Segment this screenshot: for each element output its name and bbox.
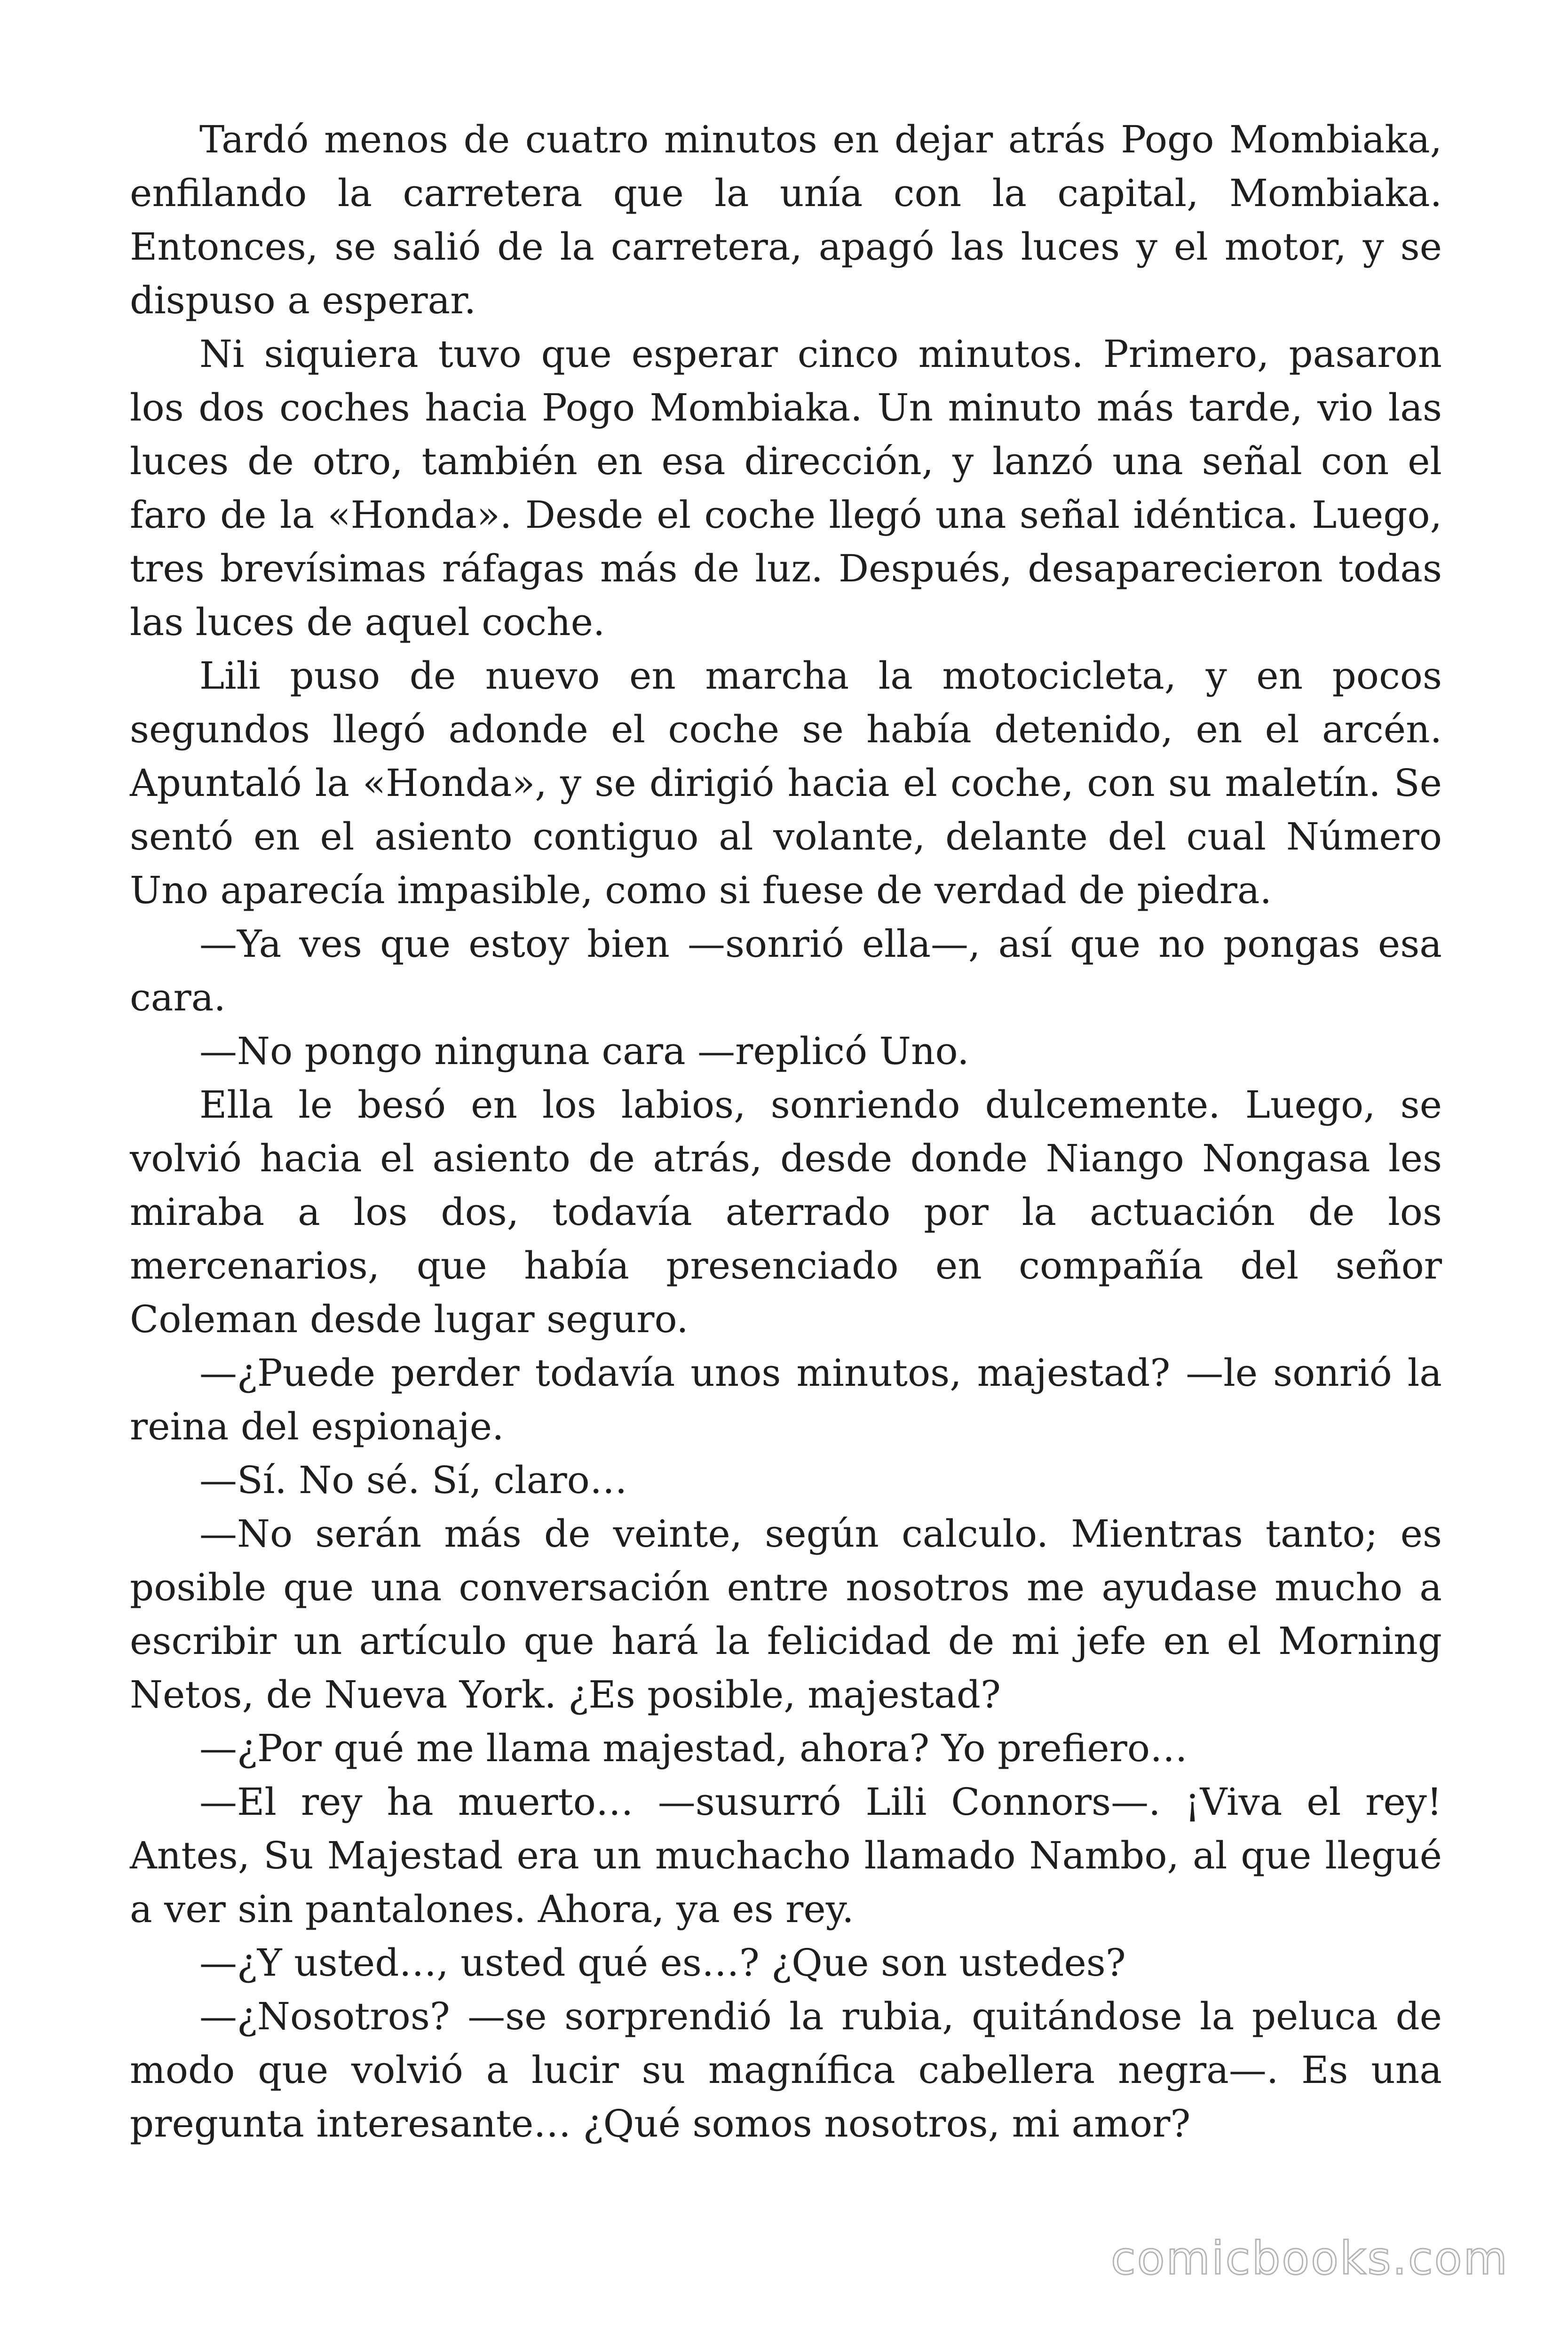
paragraph: —¿Puede perder todavía unos minutos, majestad? —le sonrió la reina del espionaje. <box>130 1351 1442 1448</box>
paragraph: Lili puso de nuevo en marcha la motocicleta, y en pocos segundos llegó adonde el coche se había detenido, en el arcén. Apuntaló la «Honda», y se dirigió hacia el coche, con su maletín. Se sentó en el asiento contiguo al volante, delante del cual Número Uno aparecía impasible, como si fuese de verdad de piedra. <box>130 654 1442 912</box>
watermark: comicbooks.com <box>1110 2232 1509 2285</box>
paragraph: —¿Por qué me llama majestad, ahora? Yo prefiero… <box>199 1726 1188 1770</box>
paragraph: —El rey ha muerto… —susurró Lili Connors—. ¡Viva el rey! Antes, Su Majestad era un muchacho llamado Nambo, al que llegué a ver sin pantalones. Ahora, ya es rey. <box>130 1780 1442 1931</box>
paragraph: Tardó menos de cuatro minutos en dejar atrás Pogo Mombiaka, enfilando la carretera que la unía con la capital, Mombiaka. Entonces, se salió de la carretera, apagó las luces y el motor, y se dispuso a esperar. <box>130 118 1442 322</box>
paragraph: —No serán más de veinte, según calculo. Mientras tanto; es posible que una conversación entre nosotros me ayudase mucho a escribir un artículo que hará la felicidad de mi jefe en el Morning Netos, de Nueva York. ¿Es posible, majestad? <box>130 1512 1442 1716</box>
paragraph: —No pongo ninguna cara —replicó Uno. <box>199 1029 969 1073</box>
paragraph: Ella le besó en los labios, sonriendo dulcemente. Luego, se volvió hacia el asiento de atrás, desde donde Niango Nongasa les miraba a los dos, todavía aterrado por la actuación de los mercenarios, que había presenciado en compañía del señor Coleman desde lugar seguro. <box>130 1083 1442 1341</box>
paragraph: —Ya ves que estoy bien —sonrió ella—, así que no pongas esa cara. <box>130 922 1442 1019</box>
body-text <box>130 113 1442 2151</box>
paragraph: —Sí. No sé. Sí, claro… <box>199 1458 627 1502</box>
paragraph: Ni siquiera tuvo que esperar cinco minutos. Primero, pasaron los dos coches hacia Pogo Mombiaka. Un minuto más tarde, vio las luces de otro, también en esa dirección, y lanzó una señal con el faro de la «Honda». Desde el coche llegó una señal idéntica. Luego, tres brevísimas ráfagas más de luz. Después, desaparecieron todas las luces de aquel coche. <box>130 332 1442 644</box>
paragraph: —¿Y usted…, usted qué es…? ¿Que son ustedes? <box>199 1941 1126 1985</box>
paragraph: —¿Nosotros? —se sorprendió la rubia, quitándose la peluca de modo que volvió a lucir su magnífica cabellera negra—. Es una pregunta interesante… ¿Qué somos nosotros, mi amor? <box>130 1994 1442 2145</box>
